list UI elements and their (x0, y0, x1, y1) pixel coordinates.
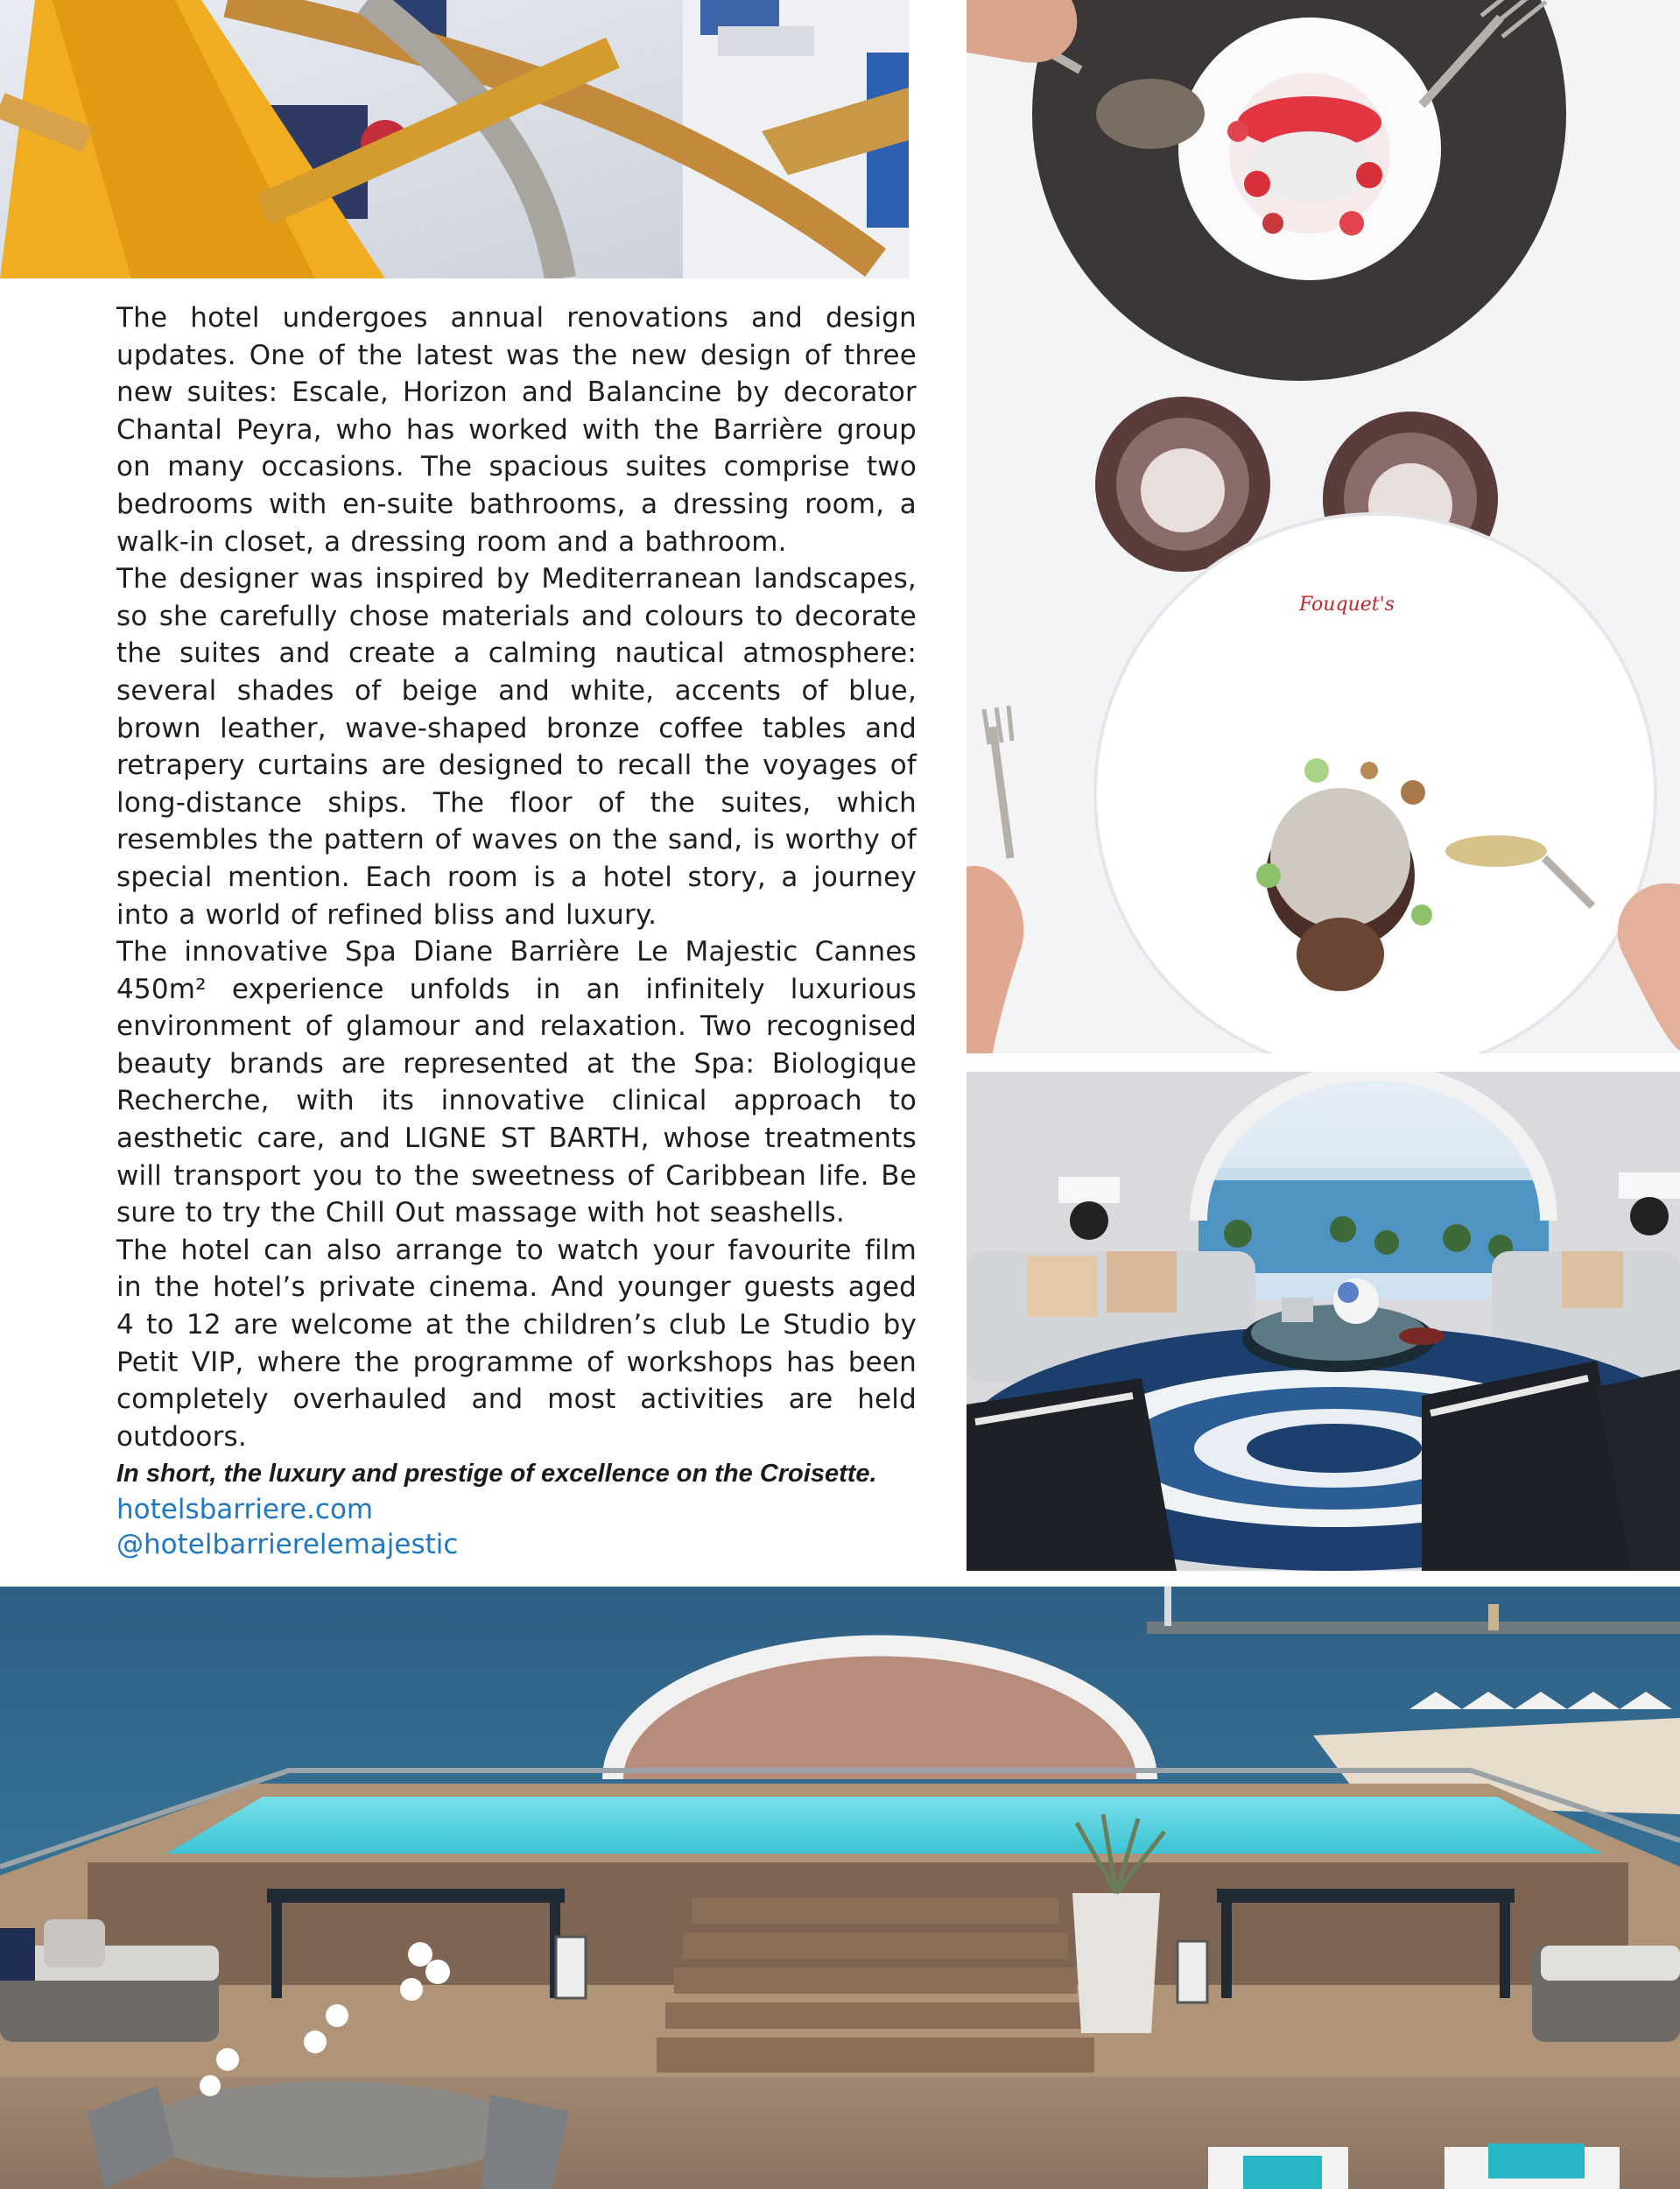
social-handle-link[interactable]: @hotelbarrierelemajestic (116, 1529, 459, 1561)
photo-desserts (967, 0, 1680, 1053)
paragraph-renovations: The hotel undergoes annual renovations and design updates. One of the latest was the new design of three new suites: Escale, Horizon and Balancine by decorator Chantal Peyra, who has worked with the Barrière group on many occasions. The spacious suites comprise two bedrooms with en-suite bathrooms, a dressing room, a walk-in closet, a dressing room and a bathroom. (116, 302, 917, 558)
plate-logo-text: Fouquet's (1299, 594, 1395, 616)
paragraph-spa: The innovative Spa Diane Barrière Le Majestic Cannes 450m² experience unfolds in an infinitely luxurious environment of glamour and relaxation. Two recognised beauty brands are represented at the Spa: Biologique Recherche, with its innovative clinical approach to aesthetic care, and LIGNE ST BARTH, whose treatments will transport you to the sweetness of Caribbean life. Be sure to try the Chill Out massage with hot seashells. (116, 936, 917, 1229)
photo-rooftop-terrace (0, 1587, 1680, 2189)
paragraph-design-inspiration: The designer was inspired by Mediterranean landscapes, so she carefully chose materials and colours to decorate the suites and create a calming nautical atmosphere: several shades of beige and white, accents of blue, brown leather, wave-shaped bronze coffee tables and retrapery curtains are designed to recall the voyages of long-distance ships. The floor of the suites, which resembles the pattern of waves on the sand, is worthy of special mention. Each room is a hotel story, a journey into a world of refined bliss and luxury. (116, 563, 917, 931)
article-tagline: In short, the luxury and prestige of excellence on the Croisette. (116, 1460, 877, 1489)
photo-suite-lounge (967, 1072, 1680, 1571)
article-body (116, 299, 917, 1562)
website-link[interactable]: hotelsbarriere.com (116, 1494, 374, 1526)
paragraph-cinema-kids-club: The hotel can also arrange to watch your favourite film in the hotel’s private cinema. And younger guests aged 4 to 12 are welcome at the children’s club Le Studio by Petit VIP, where the programme of workshops has been completely overhauled and most activities are held outdoors. (116, 1234, 917, 1453)
photo-sculpture (0, 0, 909, 278)
